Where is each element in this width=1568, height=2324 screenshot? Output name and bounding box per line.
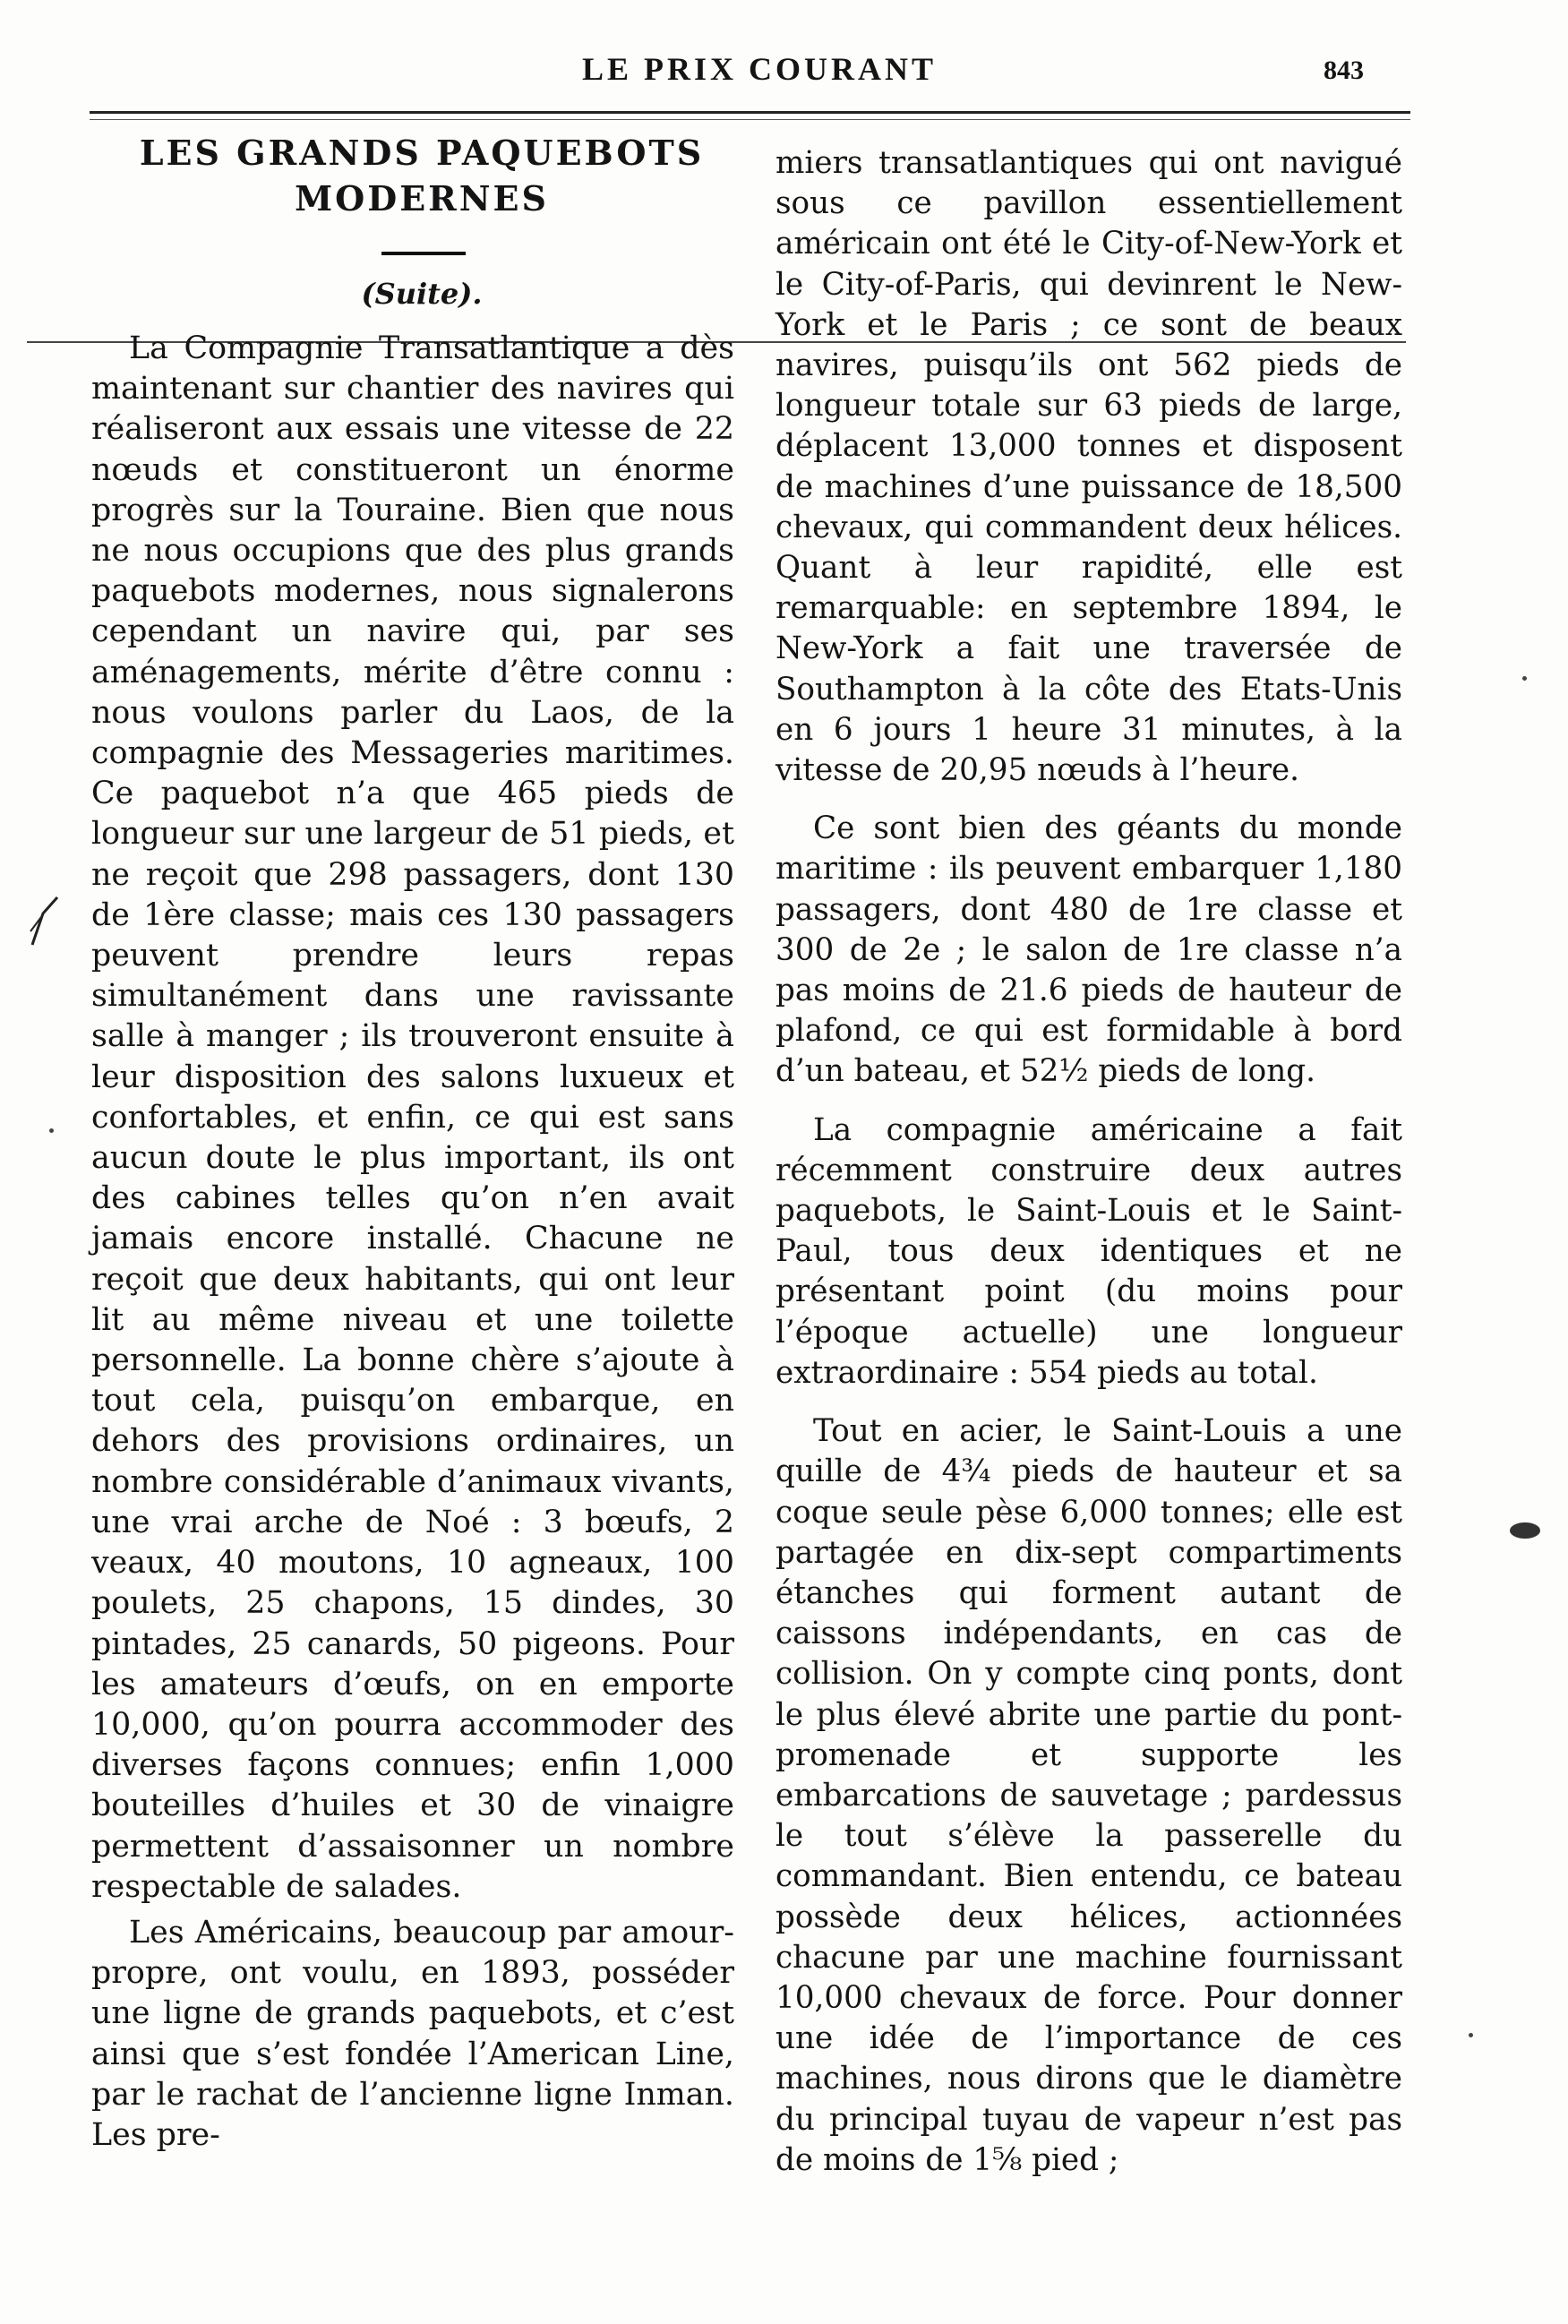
article-subtitle: (Suite). [361,277,483,311]
header-rule-thin [90,119,1410,120]
article-title-line2: MODERNES [295,178,549,219]
page-number: 843 [1324,56,1364,85]
right-column [775,143,1402,2181]
speck [1522,676,1527,681]
paragraph: Les Américains, beaucoup par amour-propre, ont voulu, en 1893, posséder une ligne de grands paquebots, et c’est ainsi que s’est fondée l’American Line, par le rachat de l’ancienne ligne Inman. Les pre- [91,1914,734,2153]
paragraph: La compagnie américaine a fait récemment construire deux autres paquebots, le Saint-Louis et le Saint-Paul, tous deux identiques et ne présentant point (du moins pour l’époque actuelle) une longueur extraordinaire : 554 pieds au total. [775,1111,1402,1391]
article-title-line1: LES GRANDS PAQUEBOTS [139,133,705,173]
paragraph: La Compagnie Transatlantique a dès maintenant sur chantier des navires qui réaliseront aux essais une vitesse de 22 nœuds et constitueront un énorme progrès sur la Touraine. Bien que nous ne nous occupions que des plus grands paquebots modernes, nous signalerons cependant un navire qui, par ses aménagements, mérite d’être connu : nous voulons parler du Laos, de la compagnie des Messageries maritimes. Ce paquebot n’a que 465 pieds de longueur sur une largeur de 51 pieds, et ne reçoit que 298 passagers, dont 130 de 1ère classe; mais ces 130 passagers peuvent prendre leurs repas simultanément dans une ravissante salle à manger ; ils trouveront ensuite à leur disposition des salons luxueux et confortables, et enfin, ce qui est sans aucun doute le plus important, ils ont des cabines telles qu’on n’en avait jamais encore installé. Chacune ne reçoit que deux habitants, qui ont leur lit au même niveau et une toilette personnelle. La bonne chère s’ajoute à tout cela, puisqu’on embarque, en dehors des provisions ordinaires, un nombre considérable d’animaux vivants, une vrai arche de Noé : 3 bœufs, 2 veaux, 40 moutons, 10 agneaux, 100 poulets, 25 chapons, 15 dindes, 30 pintades, 25 canards, 50 pigeons. Pour les amateurs d’œufs, on en emporte 10,000, qu’on pourra accommoder des diverses façons connues; enfin 1,000 bouteilles d’huiles et 30 de vinaigre permettent d’assaisonner un nombre respectable de salades. [91,330,734,1905]
speck [49,1128,54,1133]
running-title: LE PRIX COURANT [582,51,938,87]
paragraph: Ce sont bien des géants du monde maritime : ils peuvent embarquer 1,180 passagers, dont 480 de 1re classe et 300 de 2e ; le salon de 1re classe n’a pas moins de 21.6 pieds de hauteur de plafond, ce qui est formidable à bord d’un bateau, et 52½ pieds de long. [775,810,1402,1090]
article-title [91,130,734,221]
left-column [91,130,734,2156]
speck [1469,2033,1473,2037]
running-head [0,50,1568,95]
header-rule [90,111,1410,114]
title-rule [381,252,466,255]
paragraph: Tout en acier, le Saint-Louis a une quille de 4¾ pieds de hauteur et sa coque seule pèse 6,000 tonnes; elle est partagée en dix-sept compartiments étanches qui forment autant de caissons indépendants, en cas de collision. On y compte cinq ponts, dont le plus élevé abrite une partie du pont-promenade et supporte les embarcations de sauvetage ; pardessus le tout s’élève la passerelle du commandant. Bien entendu, ce bateau possède deux hélices, actionnées chacune par une machine fournissant 10,000 chevaux de force. Pour donner une idée de l’importance de ces machines, nous dirons que le diamètre du principal tuyau de vapeur n’est pas de moins de 1⅝ pied ; [775,1413,1402,2178]
pencil-mark-icon [27,896,63,949]
paragraph: miers transatlantiques qui ont navigué sous ce pavillon essentiellement américain ont été le City-of-New-York et le City-of-Paris, qui devinrent le New-York et le Paris ; ce sont de beaux navires, puisqu’ils ont 562 pieds de longueur totale sur 63 pieds de large, déplacent 13,000 tonnes et disposent de machines d’une puissance de 18,500 chevaux, qui commandent deux hélices. Quant à leur rapidité, elle est remarquable: en septembre 1894, le New-York a fait une traversée de Southampton à la côte des Etats-Unis en 6 jours 1 heure 31 minutes, à la vitesse de 20,95 nœuds à l’heure. [775,145,1402,789]
ink-blot [1510,1522,1540,1539]
